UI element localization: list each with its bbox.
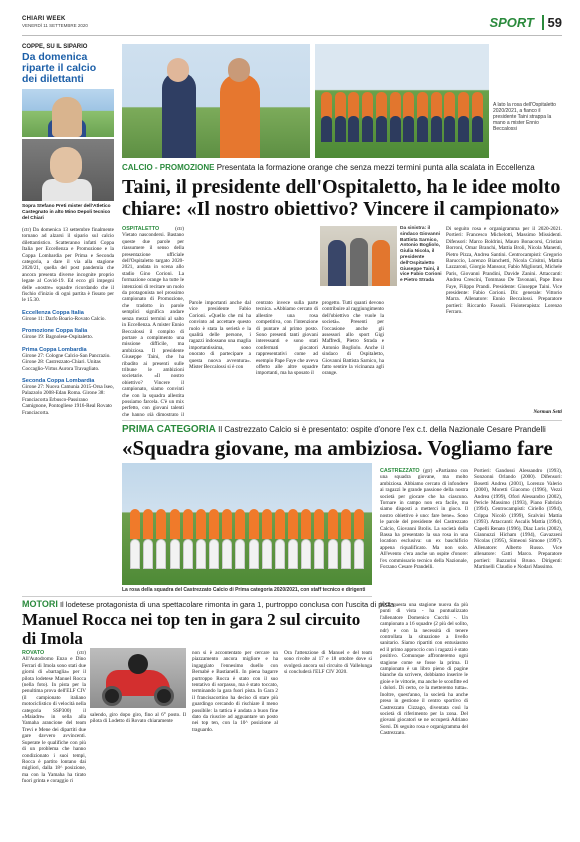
story2-column-3 bbox=[380, 602, 468, 838]
story3-column-1 bbox=[22, 650, 86, 838]
story3-column-4 bbox=[284, 650, 372, 838]
story2-kicker bbox=[122, 424, 562, 435]
group-text: Girone 11: Darfo Boario-Rovato Calcio. bbox=[22, 315, 106, 322]
masthead: CHIARI WEEK bbox=[22, 16, 66, 22]
page-header bbox=[22, 16, 562, 36]
section-divider bbox=[122, 420, 562, 421]
ospitaletto-team-photo bbox=[315, 44, 489, 158]
story1-column-1 bbox=[122, 226, 184, 416]
castrezzato-team-photo bbox=[122, 463, 372, 585]
group-heading: Eccellenza Coppa Italia bbox=[22, 309, 84, 316]
story2-column-2 bbox=[474, 468, 562, 838]
officials-photo bbox=[320, 226, 397, 286]
story3-kicker-text: Il lodetese protagonista di una spettacolare rimonta in gara 1, purtroppo conclusa con l'uscita di pista bbox=[59, 600, 395, 609]
story2-text-3: ICCI questa una stagione nuova da più punti di vista - ha puntualizzato l'allenatore Domenico Cucchi -. Un campionato a 16 squadre (2 più del solito, ndr) e con la necessità di tenere controllata la situazione a livello sanitario. Siamo ripartiti con entusiasmo ed il primo approccio con i ragazzi è stato positivo. Comunque affronteremo ogni stagione come se fosse la prima. Il campionato è un libro pieno di pagine bianche da scrivere, dobbiamo inserire le gioie e le vittorie, ma anche le sconfitte ed i dolori. Di certo, ce la metteremo tutta». Inoltre, quest'anno, la società ha anche preso in gestione il centro sportivo di Castrezzato Cizzago, diventata così la società di riferimento per la zona. Del giovani giocatori se ne occuperà Adriano Sorsi. Di seguito rosa e organigramma del Castrezzato. bbox=[380, 602, 468, 737]
story2-text-2: Portieri: Gandossi Alessandro (1993), Sonzonni Orlando (2000). Difensori: Bosetti Andrea (2001), Lorenzo Valerio (2000), Moretti Giacomo (1996), Vezzi Andrea (1999), Ofori Alessandro (2002), Pericle Massimo (1993), Piano Fabrizio (1994). Centrocampisti: Ciriello (1994), Crippa Nicolò (1999), Scalvini Mattia (1993). Attaccanti: Ascalis Mattia (1994), Capelli Renato (1996), Diaz Loris (2002), Giannuzzi Hicham (1994), Gavazzeni Nicolas (1995), Simeoni Simone (1997). Allenatore: Alberto Russo. Vice allenatore: Gatti Marco. Preparatore portieri: Bazzurini Bruno. Dirigenti: Martinelli Claudio e Nodari Massimo. bbox=[474, 468, 562, 571]
story3-dateline: ROVATO bbox=[22, 650, 45, 656]
story3-column-3 bbox=[192, 650, 278, 838]
story1-text-2: Parole importanti anche dal vice presidente Fabio Corioni. «Quello che mi ha convinto ad accettare questo ruolo è stata la serietà e la qualità delle persone, i ragazzi indossano una maglia importantissima, sono onorato di partecipare a questa nuova avventura». Mister Beccalossi si è con bbox=[189, 300, 251, 371]
story3-text-1: All'Autodromo Enzo e Dino Ferrari di Imola sono stati due giorni di «bartaglia» per il pilota lodetese Manuel Rocca (nella foto). In pista per la penultima prova dell'ELF CIV (il campionato italiano motociclistico di velocità nella categoria SSP300) il «Maiadre» in sella alla Yamaha arancione del team Trevi e Mene dei dipartiti due gare davvero avvincenti. Superate le qualifiche con più di un problema che hanno condizionato i suoi tempi, Rocca è partito lontano dai migliori, dalla 18^ posizione, ma con la Yamaha ha tirato fuori grinta e coraggio ri bbox=[22, 656, 86, 785]
section-tag: SPORT bbox=[489, 15, 534, 30]
group-text: Girone 27: Nuova Camunia 2015-Orsa Iseo, Palazzolo 2008-Edan Roma. Girone 38: Franciacorta Erbusco-Passirano Camignone, Pontogliese 1916-Real Rovato Franciacorta. bbox=[22, 383, 114, 416]
story1-signature: Norman Setti bbox=[533, 409, 562, 415]
story1-column-5 bbox=[446, 226, 562, 406]
sidebar-body: (ctr) Da domenica 13 settembre finalmente tornano ad alzarsi il sipario sul calcio dilettantistico. Scatteranno infatti Coppa Italia per Eccellenza e Promozione e la Coppa Lombardia per Prima e Seconda categoria, a dare il via alla stagione 2020/21, quella del post pandemia che ancora presenta diverse incognite proprio legate al Covid-19. Ed ecco gli impegni delle «nostre» squadre ricordando che il fischio d'inizio di ogni partita è fissato per le 15.30. bbox=[22, 227, 114, 304]
story1-text-1: Vietato nascondersi. Bastano queste due parole per riassumere il senso della presentazione ufficiale dell'Ospitaletto targato 2020-2021, andata in scena allo stadio Gino Corioni. La formazione orange ha tutte le intenzioni di recitare un ruolo da protagonista nel prossimo campionato di Promozione, che tradotto in parole semplici significa andare senza mezzi termini al salto in Eccellenza. A mister Ennio Beccalossi il compito di portare a compimento una missione difficile, ma ambiziosa. Il presidente Giuseppe Taini, che ha ribadito ai presenti sulle tribune le ambizioni societarie. «Il nostro obiettivo? Vincere il campionato, siamo convinti che con la squadra allestita possiamo farcela. C'è un mix perfetto, con giovani talenti che hanno già dimostrato il bbox=[122, 232, 184, 416]
story3-column-2 bbox=[90, 712, 186, 838]
story1-dateline: OSPITALETTO bbox=[122, 226, 160, 232]
group-heading: Prima Coppa Lombardia bbox=[22, 346, 87, 353]
story2-column-1 bbox=[380, 468, 468, 598]
story2-headline: «Squadra giovane, ma ambiziosa. Vogliamo fare bbox=[122, 436, 553, 460]
story3-kicker-section: MOTORI bbox=[22, 599, 58, 609]
story1-column-2 bbox=[189, 300, 251, 416]
sidebar-title: Da domenica riparte il calcio dei dilettanti bbox=[22, 51, 97, 85]
story1-photo-caption: A lato la rosa dell'Ospitaletto 2020/2021, a fianco il presidente Taini strappa la mano a mister Ennio Beccalossi bbox=[493, 102, 556, 132]
sidebar-kicker: COPPE, SU IL SIPARIO bbox=[22, 44, 88, 50]
coach-photo-depoli bbox=[22, 139, 114, 201]
dateline: VENERDÌ 11 SETTEMBRE 2020 bbox=[22, 23, 88, 28]
story1-kicker-section: CALCIO - PROMOZIONE bbox=[122, 163, 215, 172]
story2-photo-caption: La rosa della squadra del Castrezzato Calcio di Prima categoria 2020/2021, con staff tecnico e dirigenti bbox=[122, 587, 366, 593]
story3-text-3: non si è accontentato per cercare un piazzamento ancora migliore e ha ingaggiato l'ennesimo duello con Bernabè e Bastianelli. In piena bagarre purtroppo Rocca è stato con il suo tentativo di sorpasso, ma è stato toccato, terminando la gara fuori pista. In Gara 2 il francisacortino ha deciso di stare più guardingo cercando di rischiare il meno possibile: la tattica è andata a buon fine dato da riuscire ad agguantare un posto nei top ten, con la 10^ posizione al traguardo. bbox=[192, 650, 278, 733]
motorcycle-photo bbox=[90, 648, 186, 708]
story1-kicker bbox=[122, 163, 562, 172]
story1-column-3 bbox=[256, 300, 318, 416]
story1-column-4 bbox=[322, 300, 384, 416]
story1-text-3: centrato invece sulla parte tecnica. «Abbiamo cercato di allestire una rosa competitiva, con l'intenzione di puntare al primo posto. Sono presenti tanti giovani interessanti e sono stati confermati giocatori rappresentativi come ad esempio Pape Faye che aveva offerto alle altre squadre importanti, ma ha sposato il bbox=[256, 300, 318, 377]
officials-photo-caption: Da sinistra: il sindaco Giovanni Battista Sarnico, Antonio Bogliolo, Giulia Nicola, il presidente dell'Ospitaletto Giuseppe Taini, il vice Fabio Corioni e Pietro Strada bbox=[400, 226, 442, 284]
group-text: Girone 19: Bagnolese-Ospitaletto. bbox=[22, 334, 94, 341]
story1-headline: Taini, il presidente dell'Ospitaletto, ha le idee molto chiare: «Il nostro obiettivo? Vincere il campionato» bbox=[122, 176, 561, 220]
story2-dateline: CASTREZZATO bbox=[380, 468, 420, 474]
group-text: Girone 27: Cologne Calcio-San Pancrazio. Girone 28: Castrezzato-Chiari. Unitas Coccaglio-Virtus Aurora Travagliato. bbox=[22, 352, 111, 372]
story2-lead-meta: (gtr) bbox=[423, 468, 433, 474]
story3-headline: Manuel Rocca nei top ten in gara 2 sul circuito di Imola bbox=[22, 610, 361, 648]
story1-text-5: Di seguito rosa e organigramma per il 2020-2021. Portieri: Francesco Michelotti, Massimo Missidenti. Difensori: Marco Boldrini, Mauro Bonacorsi, Cristian Borroni, Omar Branchi, Mattia Broli, Nicola Manenti, Pietro Pizza, Andrea Santini. Centrocampisti: Gregorio Baruccio, Lorenzo Bianchetti, Nicola Crisitni, Mattia Lazzaroni, Giorgio Mansour, Fabio Migliorati, Michele Paris, Giovanni Prandini, Davide Zanini. Attaccanti: Andrea Crescini, Tommaso De Tavonani, Pape Ibou Faye, Filippo Prandi. Presidente: Giuseppe Taini. Vice presidente: Fabio Corioni. Dir. generale: Vittorio Marra. Allenatore: Ennio Beccalossi. Preparatore portieri: Riccardo Fassoli. Fisioterapista: Lorenzo Ferraro. bbox=[446, 226, 562, 316]
story2-kicker-section: PRIMA CATEGORIA bbox=[122, 424, 216, 435]
story3-text-4: Ora l'attenzione di Manuel e del team sono rivolte al 17 e 18 ottobre dove si svolgerà ancora sul circuito di Vallelunga si concluderà l'ELF CIV 2020. bbox=[284, 650, 372, 676]
section-divider bbox=[22, 596, 372, 597]
story2-kicker-text: Il Castrezzato Calcio si è presentato: ospite d'onore l'ex c.t. della Nazionale Cesare Prandelli bbox=[218, 425, 546, 434]
sidebar-photo-caption: Sopra Stefano Preti mister dell'Atletico Castegnato in alto Mino Depoli tecnico del Chiari bbox=[22, 204, 111, 221]
story3-kicker bbox=[22, 599, 395, 609]
story3-text-2: salendo, giro dopo giro, fino al 6° posto. Il pilota di Lodetto di Rovato chiaramente bbox=[90, 712, 186, 725]
story3-lead-meta: (ctr) bbox=[77, 650, 86, 656]
story1-lead-meta: (ctr) bbox=[175, 226, 184, 232]
story1-kicker-text: Presentata la formazione orange che senza mezzi termini punta alla scalata in Eccellenza bbox=[216, 163, 535, 172]
group-heading: Seconda Coppa Lombardia bbox=[22, 377, 95, 384]
coach-photo-preti bbox=[22, 89, 114, 137]
sidebar-column bbox=[22, 44, 114, 416]
story2-text-1: «Partiamo con una squadra giovane, ma molto ambiziosa. Abbiamo cercato di infondere ai ragazzi le grande passione della nostra società per giocare che ha ciascuno. Tornare in campo non era facile, ma siamo disposti a metterci in gioco. Il nostro obiettivo è uno: fare bene». Sono le parole del presidente del Castrezzato Calcio, Giovanni Brolis. La società della Bassa ha presentato la sua rosa in una location esclusiva: un ex baschificio appena riqualificato. Ma non solo. All'evento c'era anche un ospite d'onore: l'ex commissario tecnico della Nazionale, Forzano Cesare Prandelli. bbox=[380, 468, 468, 571]
page-number: 59 bbox=[542, 15, 562, 30]
group-heading: Promozione Coppa Italia bbox=[22, 328, 88, 335]
story1-text-4: progetto. Tutti quanti devono contribuire al raggiungimento dell'obiettivo che vuole la società». Presenti per l'occasione anche gli assessori allo sport Gigi Maffredi, Pietro Strada e Antonio Bogliolo. Anche il sindaco di Ospitaletto, Giovanni Battista Sarnico, ha fatto sentire la vicinanza agli orange. bbox=[322, 300, 384, 377]
handshake-photo bbox=[122, 44, 310, 158]
